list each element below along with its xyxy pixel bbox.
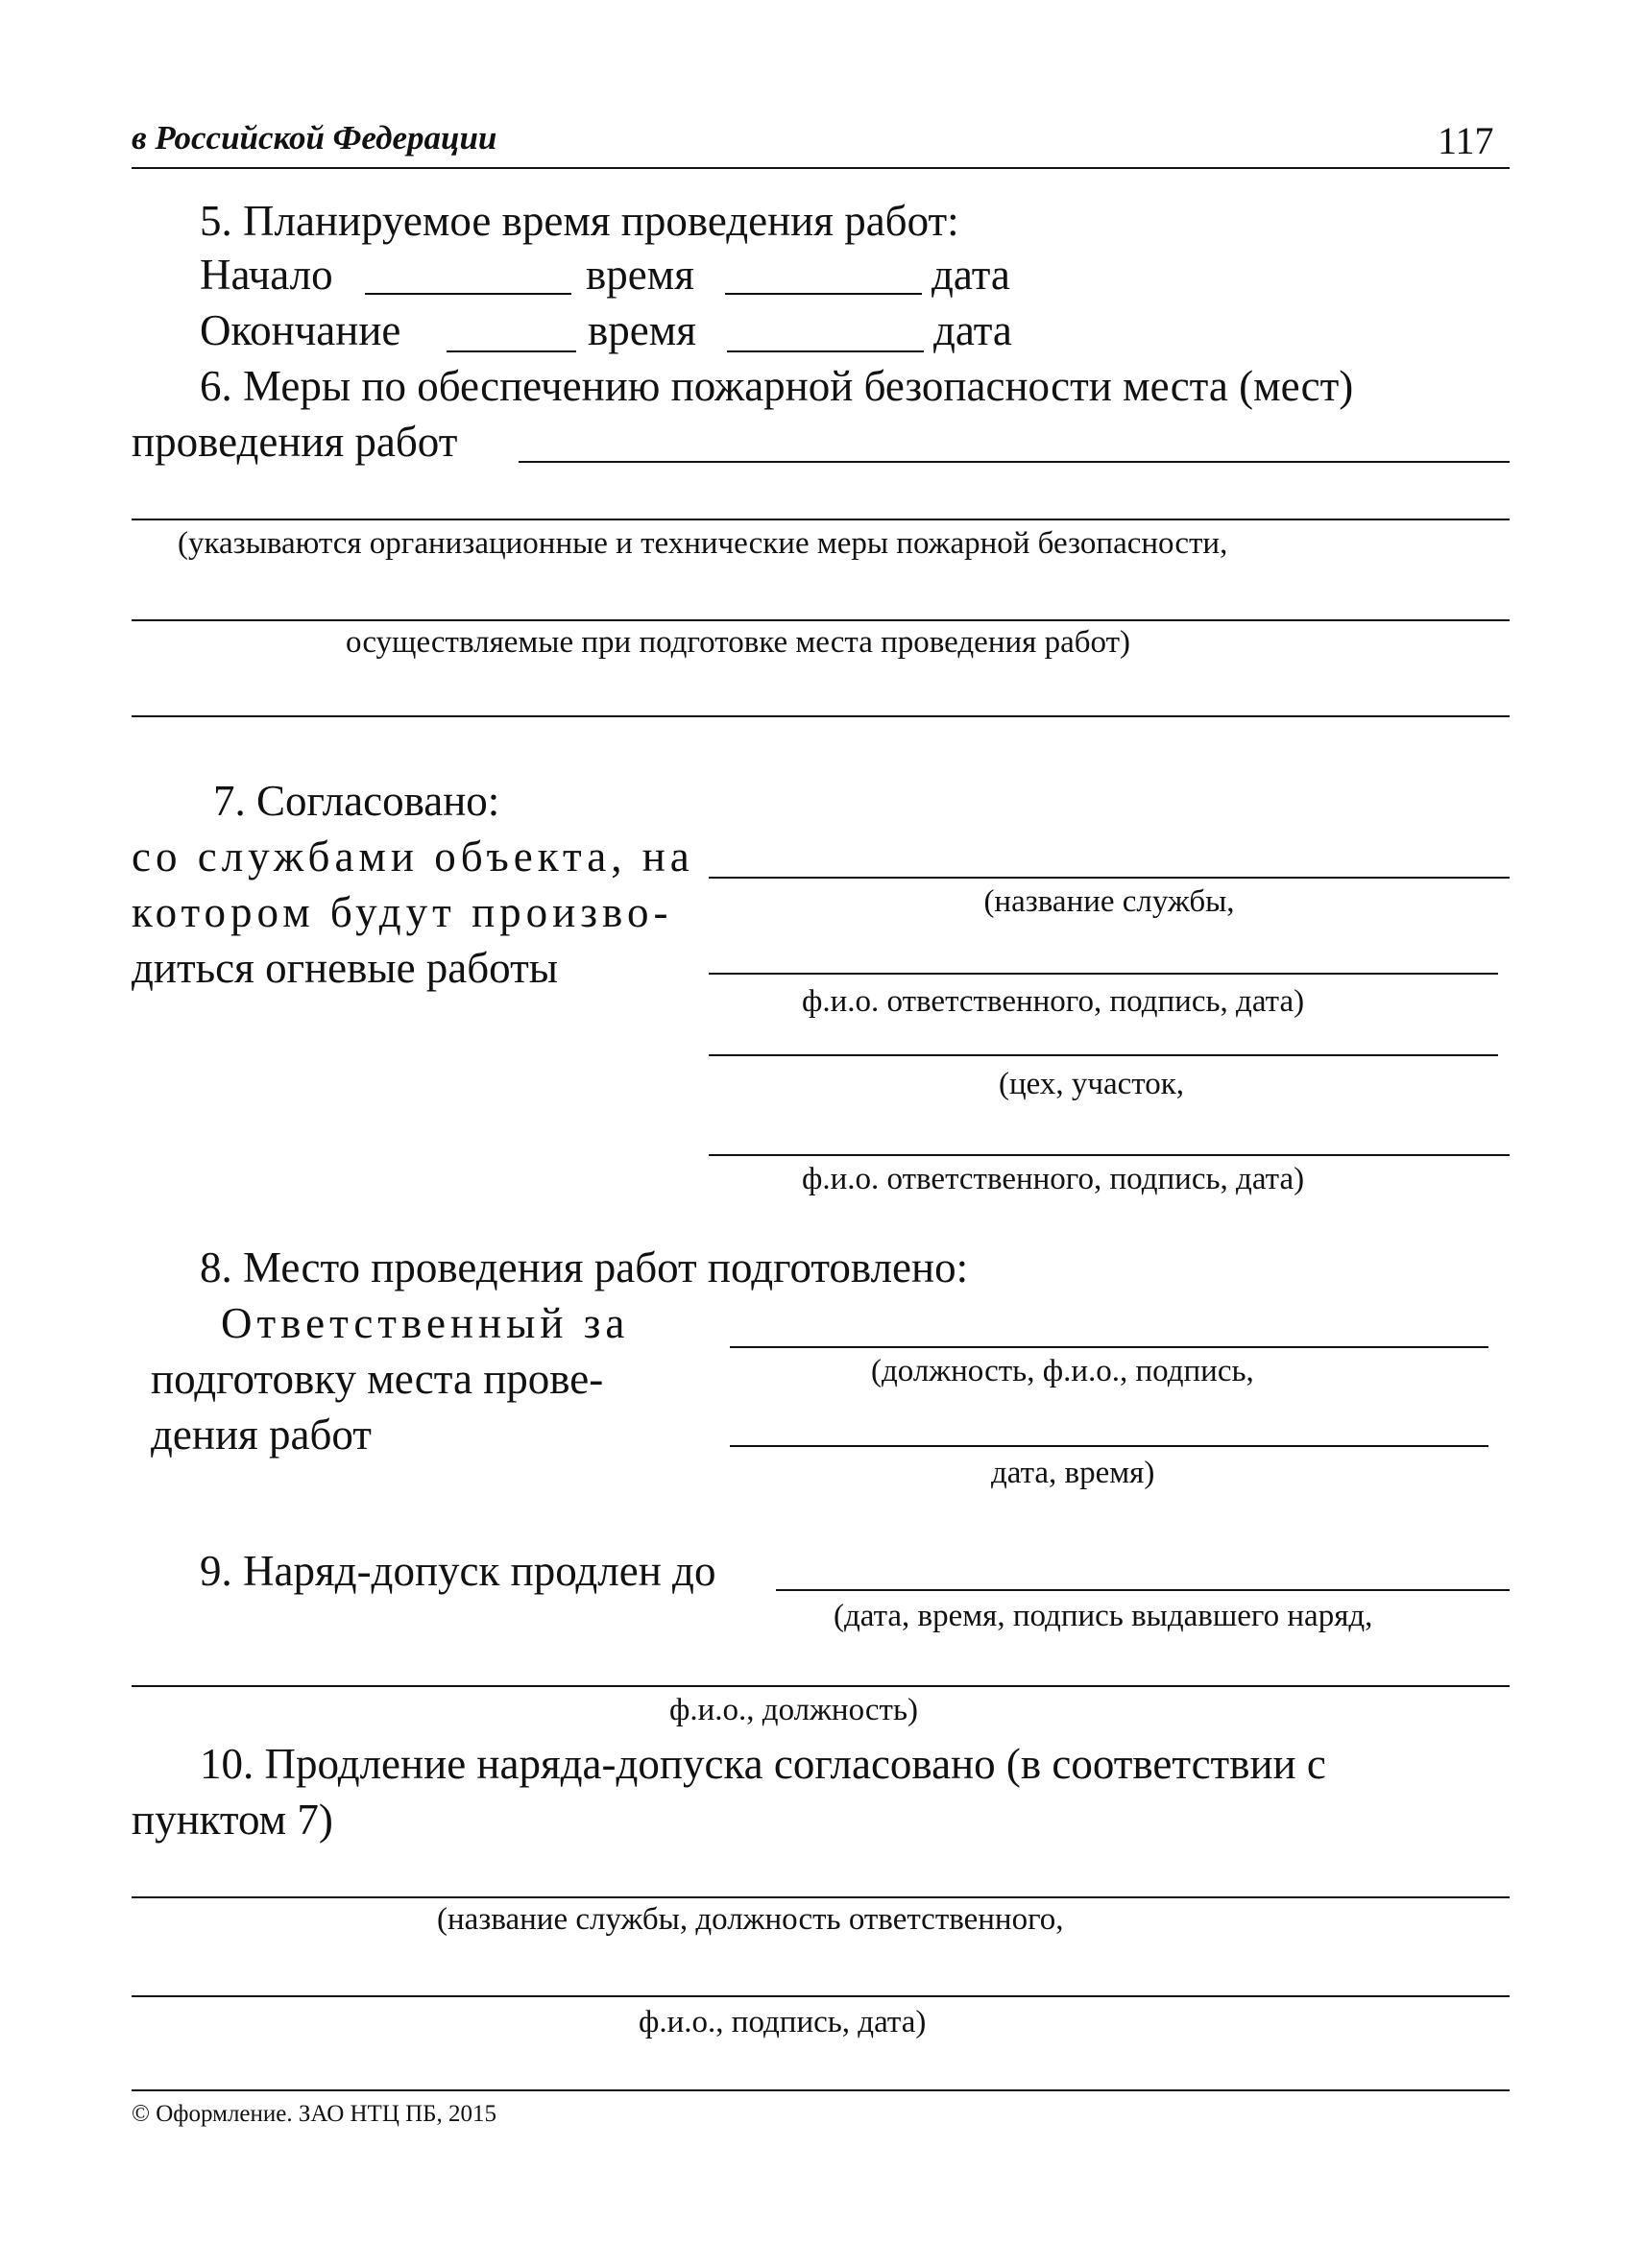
s6-fill-line-1[interactable] xyxy=(519,461,1510,463)
s10-title: 10. Продление наряда-допуска согласовано (в соответствии с xyxy=(200,1740,1326,1788)
header-rule xyxy=(132,167,1510,169)
s9-caption-1: (дата, время, подпись выдавшего наряд, xyxy=(834,1599,1373,1633)
s6-continued: проведения работ xyxy=(132,418,458,466)
s5-end-time-line[interactable] xyxy=(447,350,576,352)
s10-caption-1: (название службы, должность ответственного, xyxy=(437,1902,1064,1937)
s5-start-time-label: время xyxy=(586,251,694,299)
s9-caption-2: ф.и.о., должность) xyxy=(669,1693,919,1727)
s9-title: 9. Наряд-допуск продлен до xyxy=(200,1547,716,1595)
s10-fill-line-1[interactable] xyxy=(132,1896,1510,1898)
s5-start-date-label: дата xyxy=(931,251,1010,299)
s7-shop-line[interactable] xyxy=(709,1054,1498,1056)
s7-title: 7. Согласовано: xyxy=(213,777,500,825)
s6-caption-1: (указываются организационные и технические меры пожарной безопасности, xyxy=(178,526,1228,561)
footer-copyright: © Оформление. ЗАО НТЦ ПБ, 2015 xyxy=(132,2101,497,2127)
s6-fill-line-4[interactable] xyxy=(132,715,1510,717)
s9-fill-line[interactable] xyxy=(132,1685,1510,1687)
s8-text-line-2: подготовку места прове- xyxy=(151,1355,604,1403)
s7-responsible-line-1[interactable] xyxy=(709,973,1498,975)
s10-caption-2: ф.и.о., подпись, дата) xyxy=(639,2005,927,2039)
s6-title: 6. Меры по обеспечению пожарной безопасности места (мест) xyxy=(200,362,1354,410)
s10-fill-line-2[interactable] xyxy=(132,1995,1510,1997)
s7-text-line-1: со службами объекта, на xyxy=(132,832,694,881)
s8-title: 8. Место проведения работ подготовлено: xyxy=(200,1243,969,1291)
s5-end-date-line[interactable] xyxy=(727,350,924,352)
s8-caption-2: дата, время) xyxy=(991,1456,1155,1490)
s9-extended-until-line[interactable] xyxy=(776,1589,1510,1591)
s8-text-line-1: Ответственный за xyxy=(221,1299,630,1347)
s7-caption-service: (название службы, xyxy=(983,884,1235,919)
s6-fill-line-3[interactable] xyxy=(132,619,1510,621)
s7-caption-responsible-2: ф.и.о. ответственного, подпись, дата) xyxy=(802,1162,1305,1196)
s5-end-time-label: время xyxy=(588,306,696,354)
s5-end-date-label: дата xyxy=(933,306,1012,354)
s8-caption-1: (должность, ф.и.о., подпись, xyxy=(871,1354,1254,1388)
s7-text-line-2: котором будут произво- xyxy=(132,888,673,936)
s8-datetime-line[interactable] xyxy=(730,1445,1488,1447)
s7-text-line-3: диться огневые работы xyxy=(132,944,558,992)
s6-fill-line-2[interactable] xyxy=(132,519,1510,520)
s7-caption-responsible-1: ф.и.о. ответственного, подпись, дата) xyxy=(802,984,1305,1019)
s8-text-line-3: дения работ xyxy=(151,1411,372,1459)
s5-start-date-line[interactable] xyxy=(725,293,922,295)
footer-rule xyxy=(132,2089,1510,2091)
s7-service-line[interactable] xyxy=(709,877,1510,879)
s10-continued: пунктом 7) xyxy=(132,1796,333,1844)
s5-title: 5. Планируемое время проведения работ: xyxy=(200,197,959,245)
s7-responsible-line-2[interactable] xyxy=(709,1154,1510,1156)
s8-position-line[interactable] xyxy=(730,1346,1488,1348)
s5-start-time-line[interactable] xyxy=(365,293,571,295)
s6-caption-2: осуществляемые при подготовке места проведения работ) xyxy=(346,625,1130,660)
running-title: в Российской Федерации xyxy=(132,119,497,157)
s5-end-label: Окончание xyxy=(200,306,401,354)
s5-start-label: Начало xyxy=(200,251,333,299)
s7-caption-shop: (цех, участок, xyxy=(999,1067,1185,1101)
page-number: 117 xyxy=(1438,119,1494,162)
